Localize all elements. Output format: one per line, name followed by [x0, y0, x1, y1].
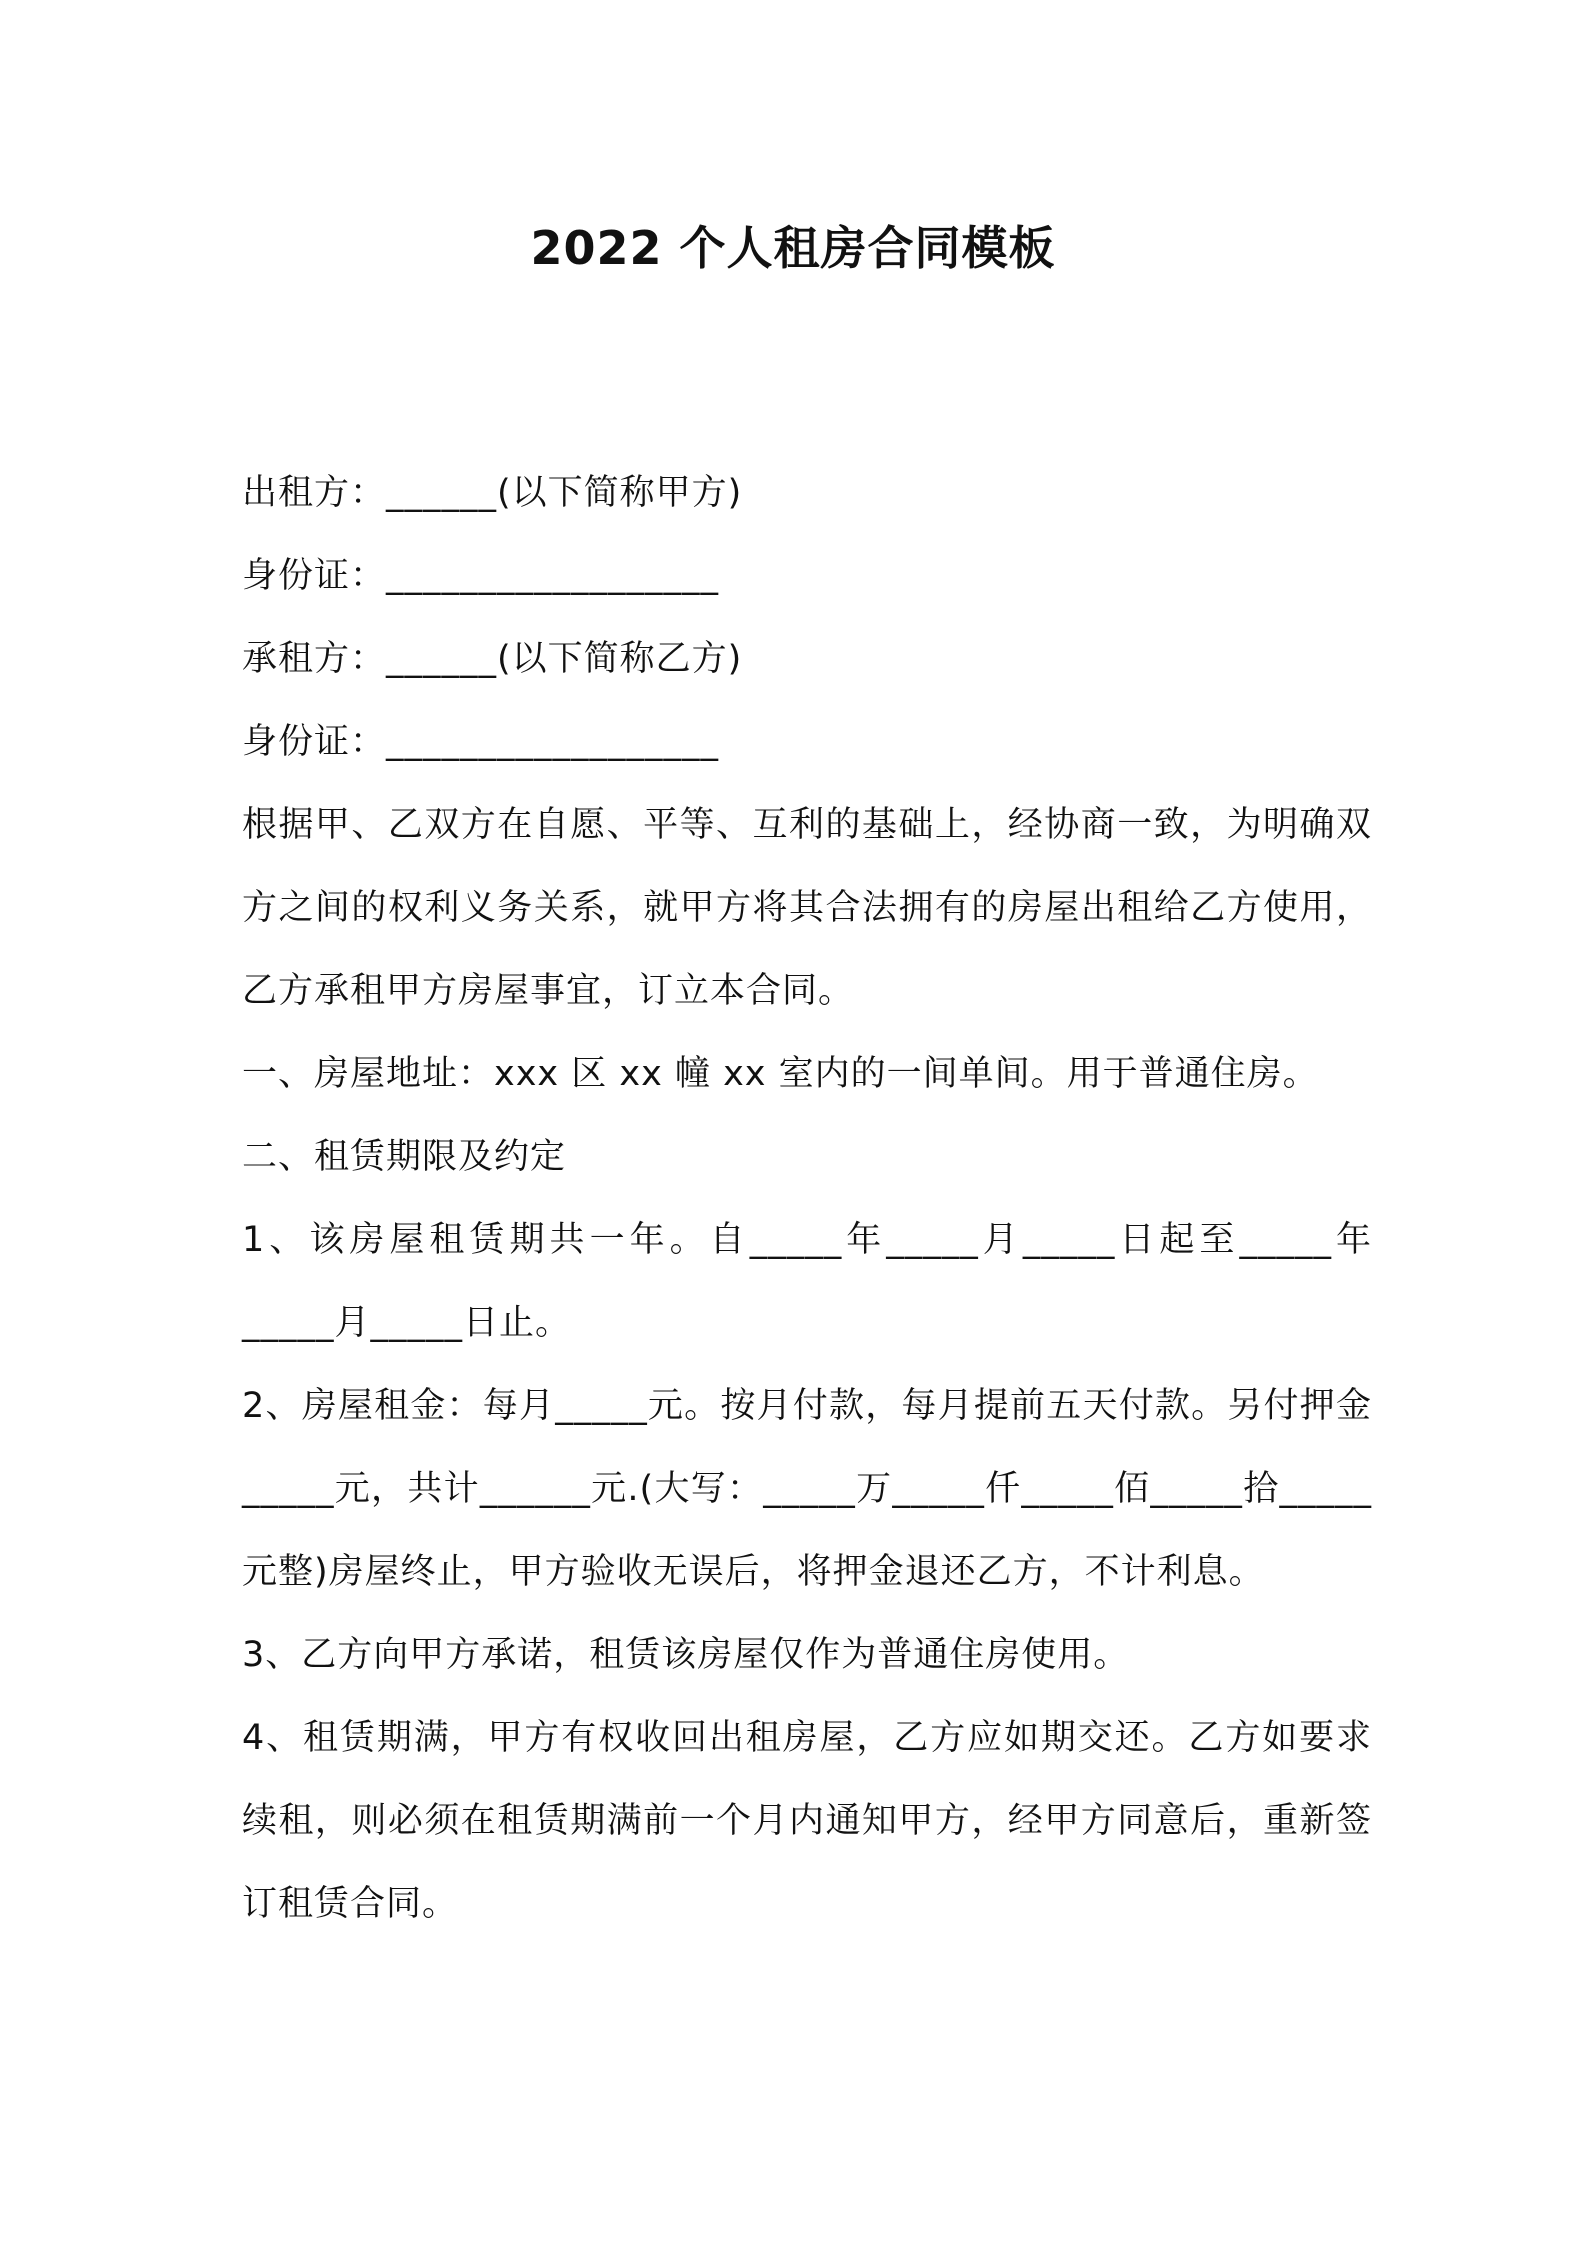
clause-address: 一、房屋地址：xxx 区 xx 幢 xx 室内的一间单间。用于普通住房。 — [242, 1054, 1319, 1094]
landlord-id-line: 身份证：__________________ — [242, 556, 720, 596]
clause-term-1: 1、该房屋租赁期共一年。自_____年_____月_____日起至_____年_____月_____日止。 — [242, 1220, 1372, 1343]
clause-lease-term-heading: 二、租赁期限及约定 — [242, 1137, 567, 1177]
tenant-id-line: 身份证：__________________ — [242, 722, 720, 762]
landlord-line: 出租方：______(以下简称甲方) — [242, 473, 743, 513]
clause-term-3: 3、乙方向甲方承诺，租赁该房屋仅作为普通住房使用。 — [242, 1635, 1130, 1675]
clause-term-2: 2、房屋租金：每月_____元。按月付款，每月提前五天付款。另付押金_____元，共计______元.(大写：_____万_____仟_____佰_____拾_____元整)房屋终止，甲方验收无误后，将押金退还乙方，不计利息。 — [242, 1386, 1372, 1592]
document-title: 2022 个人租房合同模板 — [530, 221, 1056, 275]
document-body — [242, 452, 1372, 1946]
tenant-line: 承租方：______(以下简称乙方) — [242, 639, 743, 679]
clause-term-4: 4、租赁期满，甲方有权收回出租房屋，乙方应如期交还。乙方如要求续租，则必须在租赁期满前一个月内通知甲方，经甲方同意后，重新签订租赁合同。 — [242, 1718, 1372, 1924]
preamble-paragraph: 根据甲、乙双方在自愿、平等、互利的基础上，经协商一致，为明确双方之间的权利义务关系，就甲方将其合法拥有的房屋出租给乙方使用，乙方承租甲方房屋事宜，订立本合同。 — [242, 805, 1372, 1011]
